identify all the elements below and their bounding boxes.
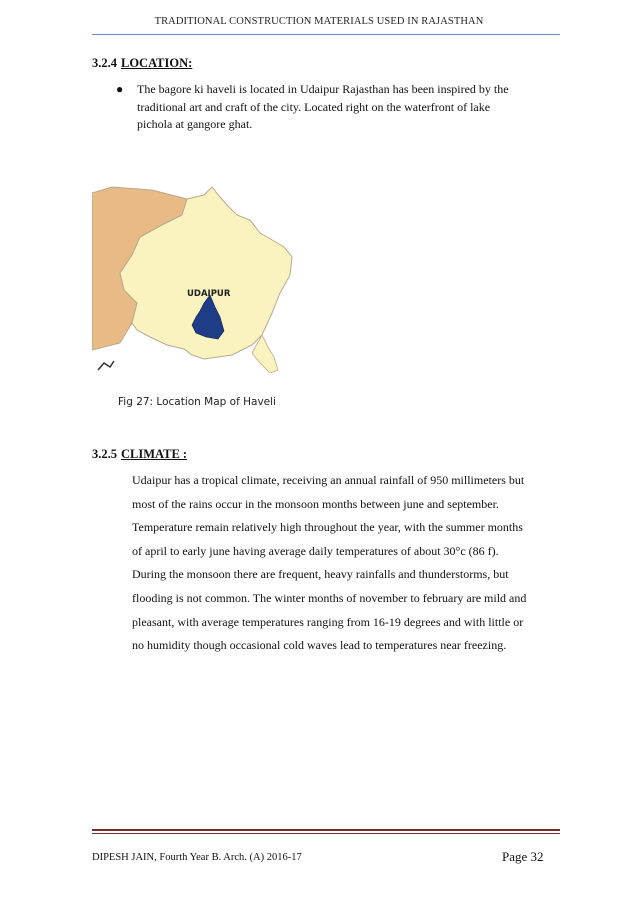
figure-caption: Fig 27: Location Map of Haveli	[118, 396, 276, 408]
climate-line: Temperature remain relatively high throughout the year, with the summer months	[132, 520, 523, 535]
section-climate-number: 3.2.5	[92, 447, 117, 461]
section-location-title: LOCATION:	[121, 56, 193, 70]
section-climate-heading	[92, 447, 187, 462]
location-bullet	[116, 81, 556, 134]
section-location-number: 3.2.4	[92, 56, 117, 70]
header-divider	[92, 34, 560, 35]
climate-paragraph	[132, 472, 564, 661]
location-bullet-text	[137, 81, 556, 134]
climate-line: flooding is not common. The winter months of november to february are mild and	[132, 590, 527, 605]
bullet-line: The bagore ki haveli is located in Udaipur Rajasthan has been inspired by the	[137, 82, 509, 96]
bullet-line: traditional art and craft of the city. Located right on the waterfront of lake	[137, 99, 491, 114]
page-header: TRADITIONAL CONSTRUCTION MATERIALS USED IN RAJASTHAN	[154, 16, 484, 27]
map-label-udaipur: UDAIPUR	[187, 289, 231, 299]
climate-line: pleasant, with average temperatures ranging from 16-19 degrees and with little or	[132, 614, 524, 629]
location-map	[92, 185, 302, 373]
footer-divider-thin	[92, 833, 560, 834]
climate-line: During the monsoon there are frequent, heavy rainfalls and thunderstorms, but	[132, 567, 509, 582]
section-location-heading	[92, 56, 192, 71]
bullet-icon: ●	[116, 82, 124, 96]
climate-line: of april to early june having average daily temperatures of about 30°c (86 f).	[132, 543, 499, 558]
bullet-line: pichola at gangore ghat.	[137, 117, 253, 131]
climate-line: no humidity though occasional cold waves lead to temperatures near freezing.	[132, 638, 507, 653]
climate-line: Udaipur has a tropical climate, receiving an annual rainfall of 950 millimeters but	[132, 473, 525, 487]
footer-author: DIPESH JAIN, Fourth Year B. Arch. (A) 2016-17	[92, 852, 302, 863]
section-climate-title: CLIMATE :	[121, 447, 188, 461]
page-number: Page 32	[502, 849, 544, 864]
footer-divider	[92, 829, 560, 831]
climate-line: most of the rains occur in the monsoon months between june and september.	[132, 496, 499, 511]
